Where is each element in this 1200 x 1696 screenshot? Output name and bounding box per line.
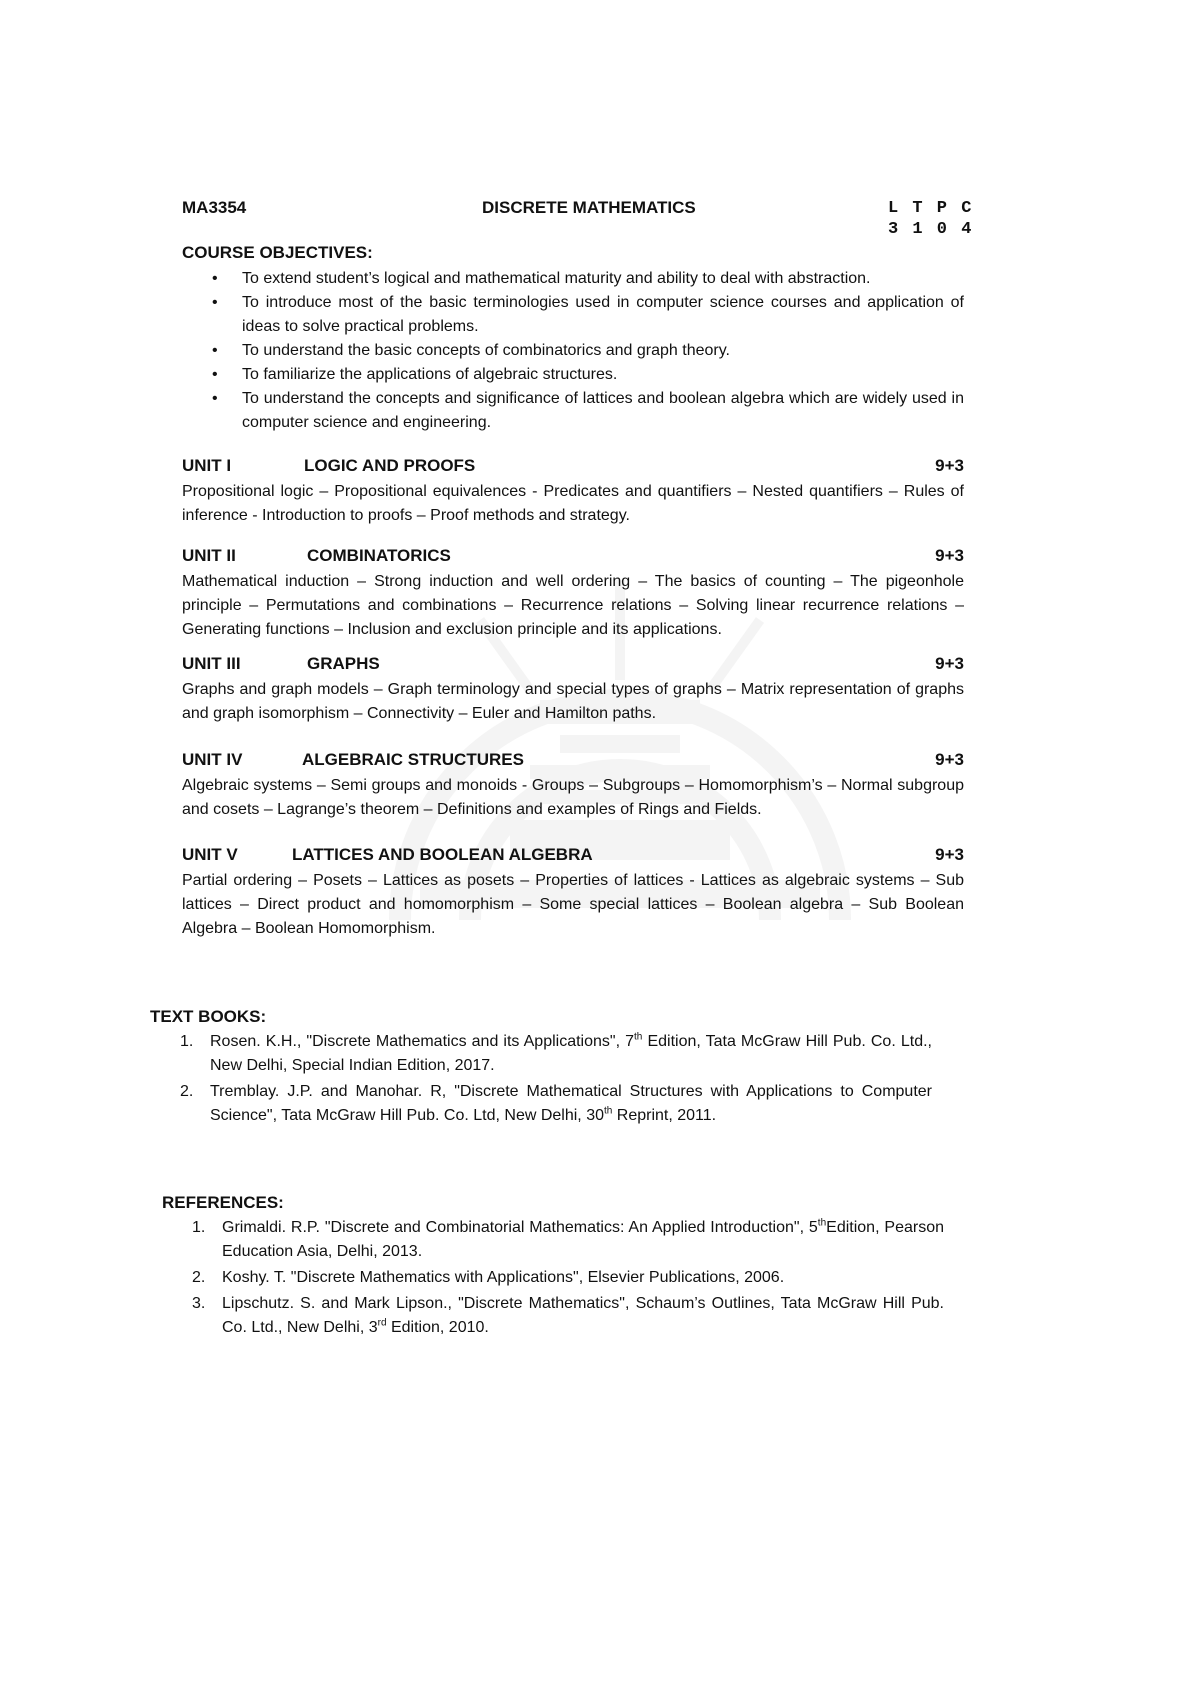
unit-4 [182, 750, 964, 822]
unit-number: UNIT IV [182, 750, 243, 769]
course-title: DISCRETE MATHEMATICS [482, 198, 696, 217]
unit-content: Propositional logic – Propositional equivalences - Predicates and quantifiers – Nested quantifiers – Rules of inference - Introduction to proofs – Proof methods and strategy. [182, 483, 964, 524]
objective-item: • To familiarize the applications of algebraic structures. [212, 363, 964, 387]
bullet-icon: • [212, 390, 218, 407]
unit-title: GRAPHS [307, 654, 380, 673]
unit-hours: 9+3 [935, 546, 964, 565]
unit-title: LATTICES AND BOOLEAN ALGEBRA [292, 845, 593, 864]
unit-5 [182, 845, 964, 941]
textbooks-list [180, 1030, 932, 1130]
unit-hours: 9+3 [935, 845, 964, 864]
objectives-heading: COURSE OBJECTIVES: [182, 243, 373, 262]
references-heading: REFERENCES: [162, 1193, 284, 1212]
reference-item: 3. Lipschutz. S. and Mark Lipson., "Discrete Mathematics", Schaum’s Outlines, Tata McGraw Hill Pub. Co. Ltd., New Delhi, 3rd Edition, 2010. [192, 1295, 944, 1336]
ltpc-header: L T P C [888, 199, 974, 218]
textbooks-heading: TEXT BOOKS: [150, 1007, 267, 1026]
bullet-icon: • [212, 270, 218, 287]
unit-number: UNIT III [182, 654, 241, 673]
objective-item: • To understand the concepts and significance of lattices and boolean algebra which are widely used in computer science and engineering. [212, 387, 964, 435]
objective-item: • To understand the basic concepts of combinatorics and graph theory. [212, 339, 964, 363]
unit-content: Partial ordering – Posets – Lattices as posets – Properties of lattices - Lattices as algebraic systems – Sub lattices – Direct product and homomorphism – Some special lattices – Boolean algebra – Sub Boolean Algebra – Boolean Homomorphism. [182, 872, 964, 937]
ltpc-values: 3 1 0 4 [888, 220, 974, 239]
references-list [192, 1216, 944, 1342]
unit-content: Mathematical induction – Strong induction and well ordering – The basics of counting – The pigeonhole principle – Permutations and combinations – Recurrence relations – Solving linear recurrence relations – Generating functions – Inclusion and exclusion principle and its applications. [182, 573, 964, 638]
unit-title: ALGEBRAIC STRUCTURES [302, 750, 524, 769]
reference-item: 1. Grimaldi. R.P. "Discrete and Combinatorial Mathematics: An Applied Introduction", 5thEdition, Pearson Education Asia, Delhi, 2013. [192, 1217, 944, 1260]
unit-3 [182, 654, 964, 726]
unit-number: UNIT I [182, 456, 232, 475]
reference-item: 2. Koshy. T. "Discrete Mathematics with Applications", Elsevier Publications, 2006. [192, 1269, 785, 1286]
objective-item: • To introduce most of the basic terminologies used in computer science courses and application of ideas to solve practical problems. [212, 291, 964, 339]
course-code: MA3354 [182, 198, 247, 217]
unit-1 [182, 456, 964, 528]
unit-content: Graphs and graph models – Graph terminology and special types of graphs – Matrix representation of graphs and graph isomorphism – Connectivity – Euler and Hamilton paths. [182, 681, 964, 722]
unit-hours: 9+3 [935, 654, 964, 673]
unit-hours: 9+3 [935, 456, 964, 475]
objective-item: • To extend student’s logical and mathematical maturity and ability to deal with abstraction. [212, 267, 964, 291]
unit-hours: 9+3 [935, 750, 964, 769]
bullet-icon: • [212, 342, 218, 359]
unit-2 [182, 546, 964, 642]
objectives-list [212, 267, 964, 435]
unit-title: COMBINATORICS [307, 546, 451, 565]
unit-content: Algebraic systems – Semi groups and monoids - Groups – Subgroups – Homomorphism’s – Normal subgroup and cosets – Lagrange’s theorem – Definitions and examples of Rings and Fields. [182, 777, 964, 818]
bullet-icon: • [212, 294, 218, 311]
unit-title: LOGIC AND PROOFS [304, 456, 476, 475]
unit-number: UNIT V [182, 845, 238, 864]
bullet-icon: • [212, 366, 218, 383]
unit-number: UNIT II [182, 546, 236, 565]
textbook-item: 2. Tremblay. J.P. and Manohar. R, "Discrete Mathematical Structures with Applications to Computer Science", Tata McGraw Hill Pub. Co. Ltd, New Delhi, 30th Reprint, 2011. [180, 1083, 932, 1124]
ltpc-block [888, 198, 973, 240]
textbook-item: 1. Rosen. K.H., "Discrete Mathematics and its Applications", 7th Edition, Tata McGraw Hill Pub. Co. Ltd., New Delhi, Special Indian Edition, 2017. [180, 1031, 932, 1074]
